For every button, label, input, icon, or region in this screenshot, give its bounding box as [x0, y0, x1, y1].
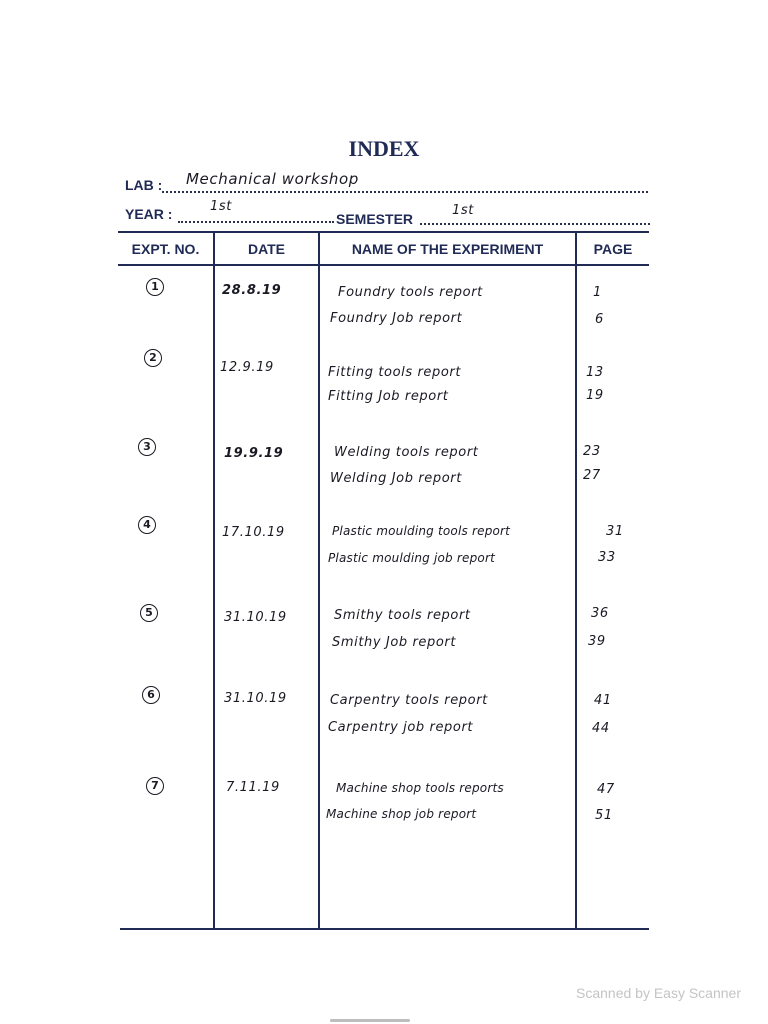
page-number: 19	[586, 388, 604, 403]
table-bottom-rule	[120, 928, 649, 930]
expt-date: 31.10.19	[224, 610, 287, 625]
page-number: 31	[606, 524, 624, 539]
year-label: YEAR :	[125, 206, 173, 222]
table-header-rule	[118, 264, 649, 266]
page-title: INDEX	[348, 136, 420, 161]
semester-value: 1st	[452, 203, 474, 218]
semester-label: SEMESTER	[336, 211, 414, 227]
table-top-rule	[118, 231, 649, 233]
lab-value: Mechanical workshop	[186, 170, 359, 188]
expt-number: 3	[138, 438, 156, 456]
page-number: 1	[593, 285, 602, 300]
expt-number: 6	[142, 686, 160, 704]
expt-number: 5	[140, 604, 158, 622]
page-number: 39	[588, 634, 606, 649]
scan-artifact	[330, 1019, 410, 1022]
expt-date: 28.8.19	[222, 283, 282, 298]
scanner-watermark: Scanned by Easy Scanner	[576, 985, 741, 1001]
experiment-name: Smithy tools report	[334, 608, 471, 623]
page-number: 13	[586, 365, 604, 380]
expt-number: 4	[138, 516, 156, 534]
page-number: 51	[595, 808, 613, 823]
experiment-name: Plastic moulding job report	[328, 551, 496, 565]
experiment-name: Carpentry tools report	[330, 693, 488, 708]
experiment-name: Fitting tools report	[328, 365, 462, 380]
experiment-name: Fitting Job report	[328, 389, 449, 404]
experiment-name: Machine shop tools reports	[336, 781, 504, 795]
expt-number: 7	[146, 777, 164, 795]
expt-number: 1	[146, 278, 164, 296]
year-value: 1st	[210, 199, 232, 214]
lab-label: LAB :	[125, 177, 163, 193]
expt-date: 7.11.19	[226, 780, 280, 795]
column-divider-1	[213, 232, 215, 928]
experiment-name: Welding Job report	[330, 471, 462, 486]
expt-date: 31.10.19	[224, 691, 287, 706]
page-number: 41	[594, 693, 612, 708]
lab-dotted-line	[162, 191, 648, 193]
experiment-name: Welding tools report	[334, 445, 479, 460]
page-number: 47	[597, 782, 615, 797]
column-divider-2	[318, 232, 320, 928]
experiment-name: Smithy Job report	[332, 635, 457, 650]
column-divider-3	[575, 232, 577, 928]
header-date: DATE	[247, 241, 286, 257]
page-number: 27	[583, 468, 601, 483]
header-expt-no: EXPT. NO.	[131, 241, 200, 257]
year-dotted-line	[178, 221, 334, 223]
experiment-name: Foundry Job report	[330, 311, 463, 326]
header-page: PAGE	[593, 241, 633, 257]
experiment-name: Plastic moulding tools report	[332, 524, 511, 538]
expt-date: 12.9.19	[220, 360, 274, 375]
expt-date: 19.9.19	[224, 446, 284, 461]
page-number: 33	[598, 550, 616, 565]
semester-dotted-line	[420, 223, 650, 225]
header-experiment-name: NAME OF THE EXPERIMENT	[351, 241, 544, 257]
page-number: 36	[591, 606, 609, 621]
expt-number: 2	[144, 349, 162, 367]
page-number: 6	[595, 312, 604, 327]
page-number: 23	[583, 444, 601, 459]
expt-date: 17.10.19	[222, 525, 285, 540]
experiment-name: Machine shop job report	[326, 807, 477, 821]
experiment-name: Carpentry job report	[328, 720, 474, 735]
page-number: 44	[592, 721, 610, 736]
experiment-name: Foundry tools report	[338, 285, 483, 300]
